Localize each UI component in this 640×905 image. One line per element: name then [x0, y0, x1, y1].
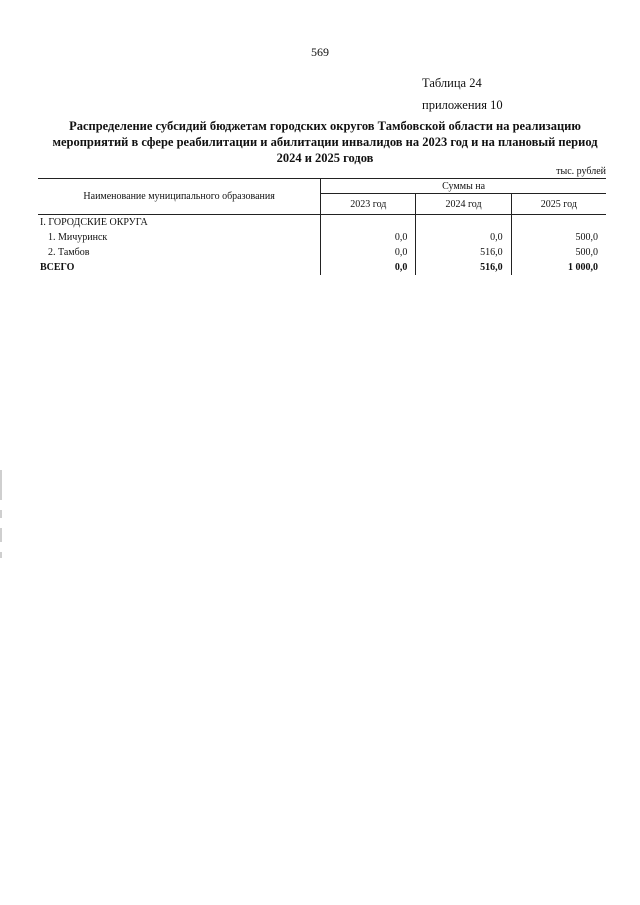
scan-mark	[0, 470, 2, 500]
empty-cell	[416, 215, 511, 231]
table-row	[38, 230, 606, 245]
subsidy-table	[38, 178, 606, 275]
empty-cell	[511, 215, 606, 231]
year-header-2024: 2024 год	[416, 194, 511, 215]
scan-mark	[0, 510, 2, 518]
document-title: Распределение субсидий бюджетам городских округов Тамбовской области на реализацию мероприятий в сфере реабилитации и абилитации инвалидов на 2023 год и на плановый период 2024 и 2025 годов	[52, 119, 598, 165]
section-label: I. ГОРОДСКИЕ ОКРУГА	[40, 217, 148, 228]
total-label: ВСЕГО	[40, 262, 75, 273]
value-2025: 500,0	[511, 230, 606, 245]
table-row	[38, 245, 606, 260]
table-body	[38, 215, 606, 276]
units-label: тыс. рублей	[556, 166, 606, 177]
value-2023: 0,0	[321, 245, 416, 260]
total-2025: 1 000,0	[511, 260, 606, 275]
table-header	[38, 179, 606, 215]
total-2024: 516,0	[416, 260, 511, 275]
scan-mark	[0, 528, 2, 542]
scan-edge-marks	[0, 470, 2, 590]
year-header-2023: 2023 год	[321, 194, 416, 215]
scan-mark	[0, 552, 2, 558]
municipality-name: 1. Мичуринск	[48, 232, 108, 243]
section-row	[38, 215, 606, 231]
value-2024: 0,0	[416, 230, 511, 245]
page-number: 569	[311, 45, 329, 59]
name-column-header: Наименование муниципального образования	[38, 179, 321, 215]
total-2023: 0,0	[321, 260, 416, 275]
value-2023: 0,0	[321, 230, 416, 245]
municipality-name: 2. Тамбов	[48, 247, 90, 258]
year-header-2025: 2025 год	[511, 194, 606, 215]
value-2024: 516,0	[416, 245, 511, 260]
table-number: Таблица 24	[422, 76, 482, 90]
value-2025: 500,0	[511, 245, 606, 260]
total-row	[38, 260, 606, 275]
empty-cell	[321, 215, 416, 231]
header-row-top	[38, 179, 606, 194]
sums-header: Суммы на	[321, 179, 606, 194]
appendix-reference: приложения 10	[422, 98, 503, 112]
